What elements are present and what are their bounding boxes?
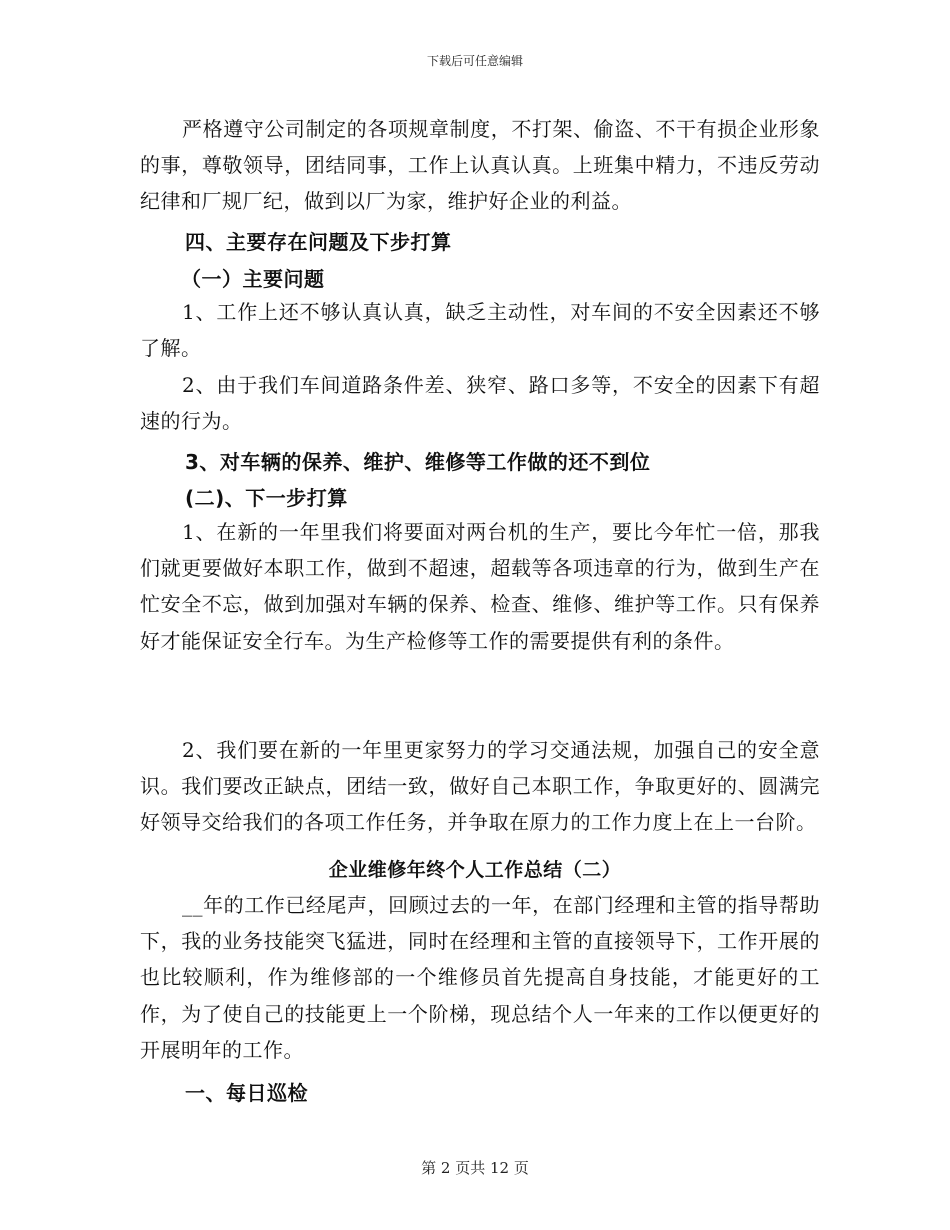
subsection-heading-next-plans: (二)、下一步打算 [185,486,348,510]
section-heading-problems-plans: 四、主要存在问题及下步打算 [185,230,452,254]
paragraph-summary-intro: __年的工作已经尾声，回顾过去的一年，在部门经理和主管的指导帮助下，我的业务技能突飞猛进，同时在经理和主管的直接领导下，工作开展的也比较顺利，作为维修部的一个维修员首先提高自身技能，才能更好的工作，为了使自己的技能更上一个阶梯，现总结个人一年来的工作以便更好的开展明年的工作。 [140,893,820,1062]
page-header: 下载后可任意编辑 [426,54,523,68]
paragraph-discipline: 严格遵守公司制定的各项规章制度，不打架、偷盗、不干有损企业形象的事，尊敬领导，团结同事，工作上认真认真。上班集中精力，不违反劳动纪律和厂规厂纪，做到以厂为家，维护好企业的利益。 [140,117,820,214]
page-footer: 第 2 页共 12 页 [421,1159,529,1177]
bold-item-problem-3: 3、对车辆的保养、维护、维修等工作做的还不到位 [185,450,651,474]
paragraph-problem-1: 1、工作上还不够认真认真，缺乏主动性，对车间的不安全因素还不够了解。 [140,300,820,361]
paragraph-plan-1: 1、在新的一年里我们将要面对两台机的生产，要比今年忙一倍，那我们就更要做好本职工作，做到不超速，超载等各项违章的行为，做到生产在忙安全不忘，做到加强对车辆的保养、检查、维修、维护等工作。只有保养好才能保证安全行车。为生产检修等工作的需要提供有利的条件。 [140,520,820,653]
paragraph-plan-2: 2、我们要在新的一年里更家努力的学习交通法规，加强自己的安全意识。我们要改正缺点，团结一致，做好自己本职工作，争取更好的、圆满完好领导交给我们的各项工作任务，并争取在原力的工作力度上在上一台阶。 [140,738,820,835]
section-heading-daily-inspection: 一、每日巡检 [185,1081,308,1105]
paragraph-problem-2: 2、由于我们车间道路条件差、狭窄、路口多等，不安全的因素下有超速的行为。 [140,373,820,434]
article-title-2: 企业维修年终个人工作总结（二） [328,859,622,881]
subsection-heading-main-problems: （一）主要问题 [181,267,325,291]
